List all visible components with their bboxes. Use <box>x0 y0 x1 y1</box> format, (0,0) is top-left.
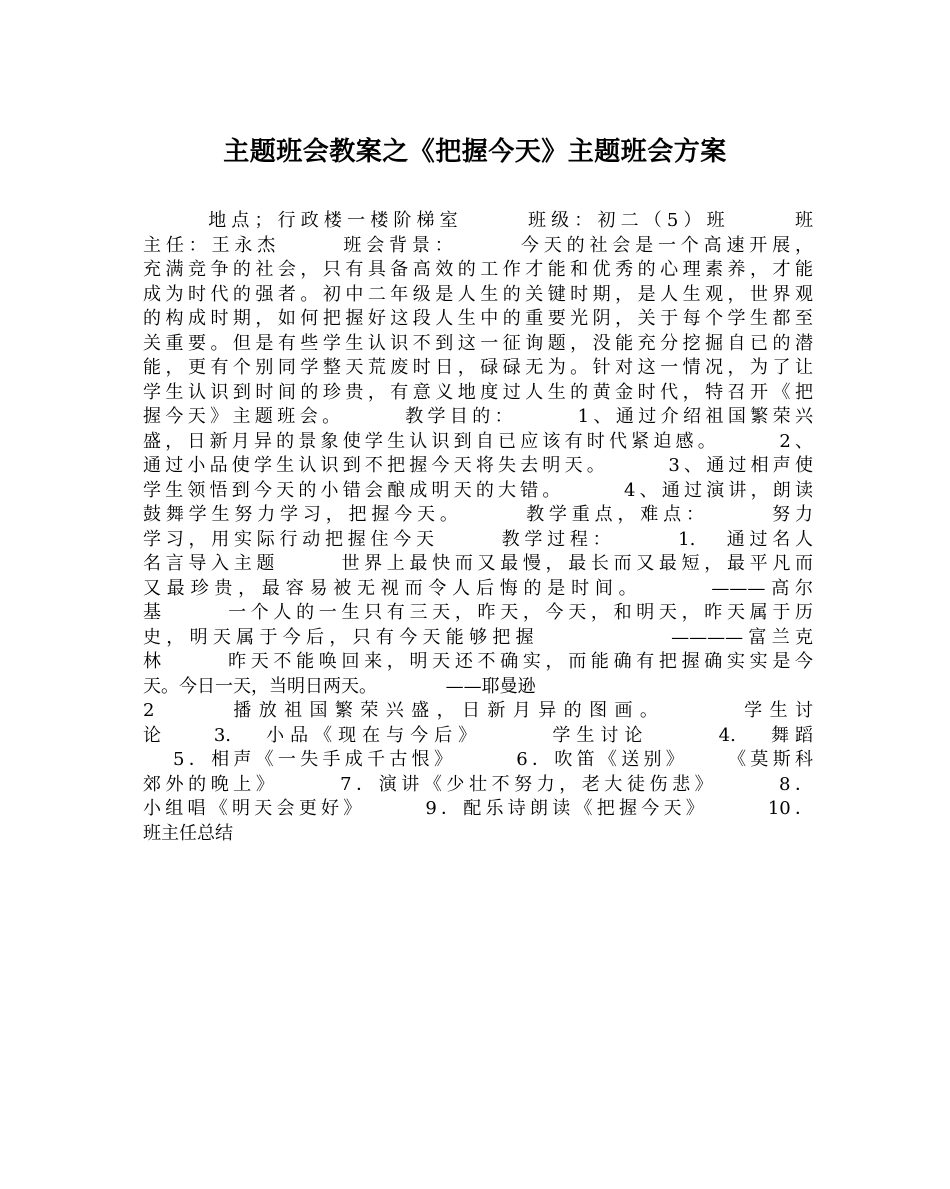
body-line: 充满竞争的社会，只有具备高效的工作才能和优秀的心理素养，才能 <box>143 259 813 280</box>
body-line: 班主任总结 <box>143 822 233 844</box>
body-line: 学生领悟到今天的小错会酿成明天的大错。 4、通过演讲，朗读 <box>143 479 813 501</box>
body-line: 握今天》主题班会。 教学目的： 1、通过介绍祖国繁荣兴 <box>143 406 813 427</box>
body-line: 5．相声《一失手成千古恨》 6．吹笛《送别》 《莫斯科 <box>143 749 813 770</box>
body-line: 地点；行政楼一楼阶梯室 班级：初二（5）班 班 <box>143 210 813 231</box>
body-line: 小组唱《明天会更好》 9．配乐诗朗读《把握今天》 10． <box>143 798 813 819</box>
body-line: 学习，用实际行动把握住今天 教学过程： 1. 通过名人 <box>143 528 813 550</box>
body-line: 林 昨天不能唤回来，明天还不确实，而能确有把握确实实是今 <box>143 651 813 672</box>
body-line: 盛，日新月异的景象使学生认识到自已应该有时代紧迫感。 2、 <box>143 430 813 452</box>
document-body <box>143 209 813 846</box>
body-line: 学生认识到时间的珍贵，有意义地度过人生的黄金时代，特召开《把 <box>143 381 813 403</box>
body-line: 成为时代的强者。初中二年级是人生的关键时期，是人生观，世界观 <box>143 283 813 305</box>
body-line: 的构成时期，如何把握好这段人生中的重要光阴，关于每个学生都至 <box>143 308 813 329</box>
body-line: 通过小品使学生认识到不把握今天将失去明天。 3、通过相声使 <box>143 455 813 476</box>
body-line: 史，明天属于今后，只有今天能够把握 ————富兰克 <box>143 626 813 648</box>
body-line: 论 3. 小品《现在与今后》 学生讨论 4. 舞蹈 <box>143 724 813 746</box>
body-line: 名言导入主题 世界上最快而又最慢，最长而又最短，最平凡而 <box>143 553 813 574</box>
body-line: 鼓舞学生努力学习，把握今天。 教学重点，难点： 努力 <box>143 504 813 525</box>
body-line: 郊外的晚上》 7．演讲《少壮不努力，老大徒伤悲》 8． <box>143 773 813 795</box>
body-line: 天。今日一天，当明日两天。 ——耶曼逊 <box>143 675 536 697</box>
body-line: 能，更有个别同学整天荒废时日，碌碌无为。针对这一情况，为了让 <box>143 357 813 378</box>
body-line: 2 播放祖国繁荣兴盛，日新月异的图画。 学生讨 <box>143 700 813 721</box>
document-title: 主题班会教案之《把握今天》主题班会方案 <box>223 137 727 167</box>
body-line: 又最珍贵，最容易被无视而令人后悔的是时间。 ———高尔 <box>143 577 813 599</box>
body-line: 主任：王永杰 班会背景： 今天的社会是一个高速开展， <box>143 234 813 256</box>
body-line: 关重要。但是有些学生认识不到这一征询题，没能充分挖掘自已的潜 <box>143 332 813 354</box>
body-line: 基 一个人的一生只有三天，昨天，今天，和明天，昨天属于历 <box>143 602 813 623</box>
